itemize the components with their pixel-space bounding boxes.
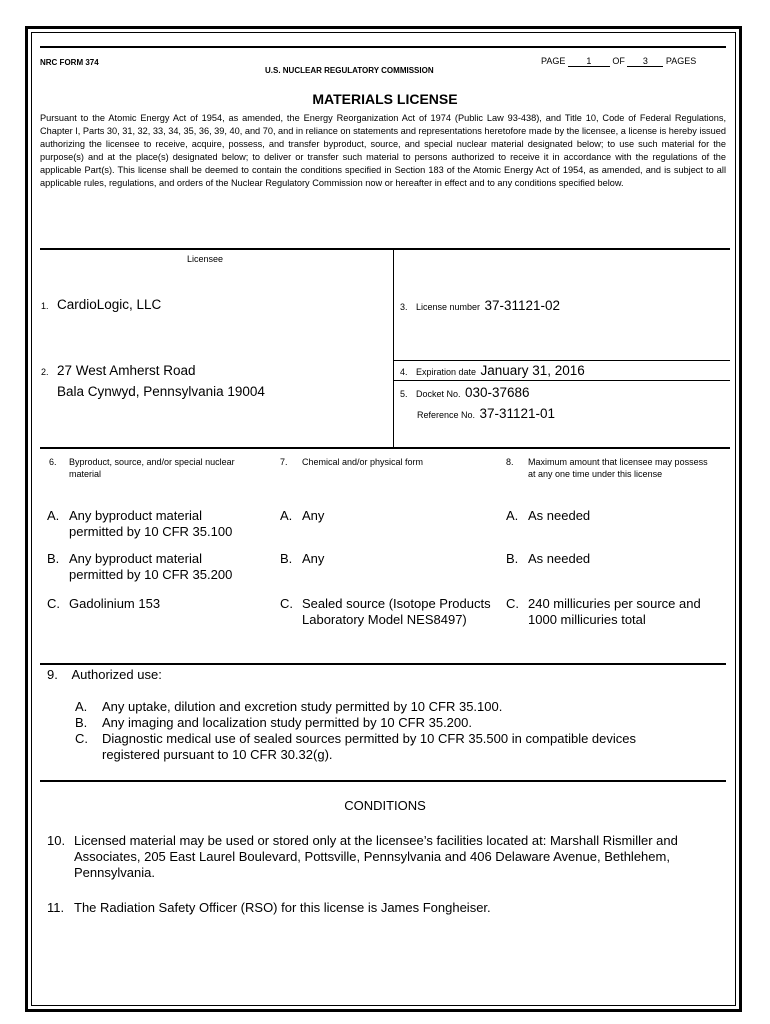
row-c-letter-form: C.: [280, 596, 293, 611]
condition-11-number: 11.: [47, 900, 65, 915]
reference-number: 37-31121-01: [479, 406, 556, 421]
row-b-material: Any byproduct material permitted by 10 CFR 35.200: [69, 551, 233, 582]
row-b-letter-form: B.: [280, 551, 293, 566]
item1-number: 1.: [41, 301, 49, 311]
list-item: [75, 731, 677, 763]
row-a-material: Any byproduct material permitted by 10 CFR 35.100: [69, 508, 233, 539]
use-b-letter: B.: [75, 715, 88, 730]
preamble-paragraph: Pursuant to the Atomic Energy Act of 1954, as amended, the Energy Reorganization Act of 1974 (Public Law 93-438), and Title 10, Code of Federal Regulations, Chapter I, Parts 30, 31, 32, 33, 34, 35, 36, 39, 40, and 70, and in reliance on statements and representations heretofore made by the licensee, a license is hereby issued authorizing the licensee to receive, acquire, possess, and transfer byproduct, source, and special nuclear material designated below; to use such material for the purpose(s) and at the place(s) designated below; to deliver or transfer such material to persons authorized to receive it in accordance with the regulations of the applicable Part(s). This license shall be deemed to contain the conditions specified in Section 183 of the Atomic Energy Act of 1954, as amended, and is subject to all applicable rules, regulations, and orders of the Nuclear Regulatory Commission now or hereafter in effect and to any conditions specified below.: [40, 113, 726, 188]
item9-number: 9.: [47, 667, 58, 682]
col-header-amount: [506, 456, 721, 480]
row-c-form: Sealed source (Isotope Products Laboratory Model NES8497): [302, 596, 491, 627]
docket-top-rule: [393, 380, 730, 381]
row-c-letter-material: C.: [47, 596, 60, 611]
pages-label: PAGES: [665, 56, 697, 66]
condition-item-10: [47, 833, 722, 881]
col-header-material: [49, 456, 259, 480]
expiration-date: January 31, 2016: [480, 363, 585, 378]
use-a-text: Any uptake, dilution and excretion study permitted by 10 CFR 35.100.: [102, 699, 503, 714]
use-b-text: Any imaging and localization study permitted by 10 CFR 35.200.: [102, 715, 472, 730]
condition-10-number: 10.: [47, 833, 66, 848]
docket-label: Docket No.: [415, 389, 461, 399]
licensee-name: CardioLogic, LLC: [56, 297, 162, 312]
address-line2: Bala Cynwyd, Pennsylvania 19004: [57, 384, 265, 399]
col-header-form: [280, 456, 480, 468]
form-id: NRC FORM 374: [40, 58, 99, 67]
license-number: 37-31121-02: [484, 298, 561, 313]
address-line1: 27 West Amherst Road: [56, 363, 196, 378]
col8-text: Maximum amount that licensee may possess at any one time under this license: [528, 457, 708, 479]
licensee-top-rule: [40, 248, 730, 250]
licensee-heading: Licensee: [187, 254, 224, 264]
col8-number: 8.: [506, 457, 514, 467]
use-a-letter: A.: [75, 699, 88, 714]
item2-number: 2.: [41, 367, 49, 377]
use-c-letter: C.: [75, 731, 88, 746]
license-info-rule: [393, 360, 730, 361]
condition-item-11: [47, 900, 722, 916]
conditions-rule: [40, 780, 726, 782]
materials-top-rule: [40, 447, 730, 449]
reference-row: [417, 405, 555, 423]
expiration-row: [400, 362, 585, 380]
licensee-address-row: [41, 362, 196, 380]
row-a-form: Any: [302, 508, 325, 523]
row-b-form: Any: [302, 551, 325, 566]
page-indicator: [541, 56, 696, 67]
header-top-rule: [40, 46, 726, 48]
reference-label: Reference No.: [417, 410, 476, 420]
licensee-divider: [393, 249, 394, 447]
page-number: 1: [568, 56, 610, 67]
row-a-letter-amount: A.: [506, 508, 519, 523]
authorized-use-heading-row: [47, 667, 162, 683]
docket-number: 030-37686: [464, 385, 530, 400]
page-title: MATERIALS LICENSE: [312, 91, 458, 107]
condition-10-text: Licensed material may be used or stored only at the licensee’s facilities located at: Marshall Rismiller and Associates, 205 East Laurel Boulevard, Pottsville, Pennsylvania and 406 Delaware Avenue, Bethlehem, Pennsylvania.: [74, 833, 678, 880]
total-pages: 3: [627, 56, 663, 67]
row-b-letter-amount: B.: [506, 551, 519, 566]
row-c-letter-amount: C.: [506, 596, 519, 611]
col6-text: Byproduct, source, and/or special nuclear material: [69, 457, 235, 479]
license-number-row: [400, 297, 560, 315]
list-item: [75, 715, 715, 731]
item4-number: 4.: [400, 367, 408, 377]
col7-number: 7.: [280, 457, 288, 467]
authorized-use-rule: [40, 663, 726, 665]
expiration-label: Expiration date: [415, 367, 477, 377]
of-label: OF: [612, 56, 625, 66]
docket-row: [400, 384, 530, 402]
use-c-text: Diagnostic medical use of sealed sources permitted by 10 CFR 35.500 in compatible devices registered pursuant to 10 CFR 30.32(g).: [102, 731, 636, 762]
row-a-amount: As needed: [528, 508, 591, 523]
agency-name: U.S. NUCLEAR REGULATORY COMMISSION: [265, 66, 434, 75]
row-b-amount: As needed: [528, 551, 591, 566]
row-c-amount: 240 millicuries per source and 1000 millicuries total: [528, 596, 701, 627]
row-b-letter-material: B.: [47, 551, 60, 566]
conditions-heading: CONDITIONS: [344, 798, 426, 813]
authorized-use-list: [75, 699, 715, 763]
license-number-label: License number: [415, 302, 481, 312]
licensee-name-row: [41, 296, 161, 314]
authorized-use-heading: Authorized use:: [71, 667, 162, 682]
row-a-letter-form: A.: [280, 508, 293, 523]
item3-number: 3.: [400, 302, 408, 312]
page-label: PAGE: [541, 56, 566, 66]
item5-number: 5.: [400, 389, 408, 399]
condition-11-text: The Radiation Safety Officer (RSO) for this license is James Fongheiser.: [74, 900, 491, 915]
col7-text: Chemical and/or physical form: [302, 457, 424, 467]
col6-number: 6.: [49, 457, 57, 467]
list-item: [75, 699, 715, 715]
row-a-letter-material: A.: [47, 508, 60, 523]
row-c-material: Gadolinium 153: [69, 596, 161, 611]
